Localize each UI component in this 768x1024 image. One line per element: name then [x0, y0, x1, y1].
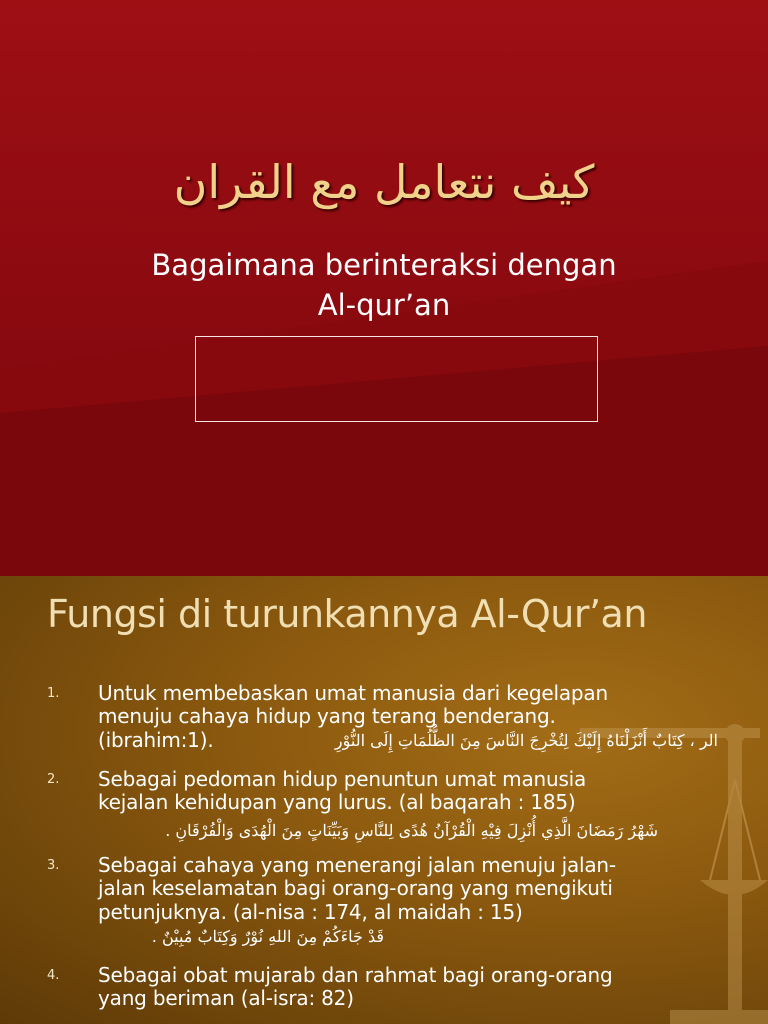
list-number: 3. [47, 858, 60, 873]
subtitle-line-2: Al-qur’an [317, 288, 451, 322]
arabic-verse: شَهْرُ رَمَضَانَ الَّذِي أُنْزِلَ فِيْهِ الْقُرْآنُ هُدًى لِلنَّاسِ وَبَيِّنَاتٍ مِنَ الْهُدَى وَالْفُرْقَانِ . [165, 821, 658, 840]
list-text-line: Untuk membebaskan umat manusia dari kegelapan [98, 681, 608, 705]
list-text-line: Sebagai pedoman hidup penuntun umat manusia [98, 767, 587, 791]
content-slide [0, 576, 768, 1024]
list-number: 1. [47, 686, 60, 701]
list-text-line: petunjuknya. (al-nisa : 174, al maidah : 15) [98, 900, 523, 924]
list-text-line: kejalan kehidupan yang lurus. (al baqarah : 185) [98, 790, 576, 814]
arabic-title: كيف نتعامل مع القران [173, 155, 595, 209]
list-number: 2. [47, 772, 60, 787]
list-number: 4. [47, 968, 60, 983]
arabic-verse: الر ، كِتَابٌ أَنْزَلْنَاهُ إِلَيْكَ لِتُخْرِجَ النَّاسَ مِنَ الظُّلُمَاتِ إِلَى النُّوْرِ [334, 731, 718, 750]
slide-title: Fungsi di turunkannya Al-Qur’an [47, 592, 647, 636]
list-text-line: Sebagai cahaya yang menerangi jalan menuju jalan- [98, 853, 616, 877]
list-text-line: Sebagai obat mujarab dan rahmat bagi orang-orang [98, 963, 613, 987]
arabic-verse: قَدْ جَاءَكُمْ مِنَ اللهِ نُوْرٌ وَكِتَابٌ مُبِيْنٌ . [151, 927, 384, 946]
empty-text-box [195, 336, 598, 422]
slide-subtitle [0, 245, 768, 325]
list-text-line: jalan keselamatan bagi orang-orang yang mengikuti [98, 876, 613, 900]
subtitle-line-1: Bagaimana berinteraksi dengan [151, 248, 617, 282]
list-text-line: (ibrahim:1). [98, 728, 214, 752]
list-text-line: yang beriman (al-isra: 82) [98, 986, 354, 1010]
list-text-line: menuju cahaya hidup yang terang benderang. [98, 704, 556, 728]
